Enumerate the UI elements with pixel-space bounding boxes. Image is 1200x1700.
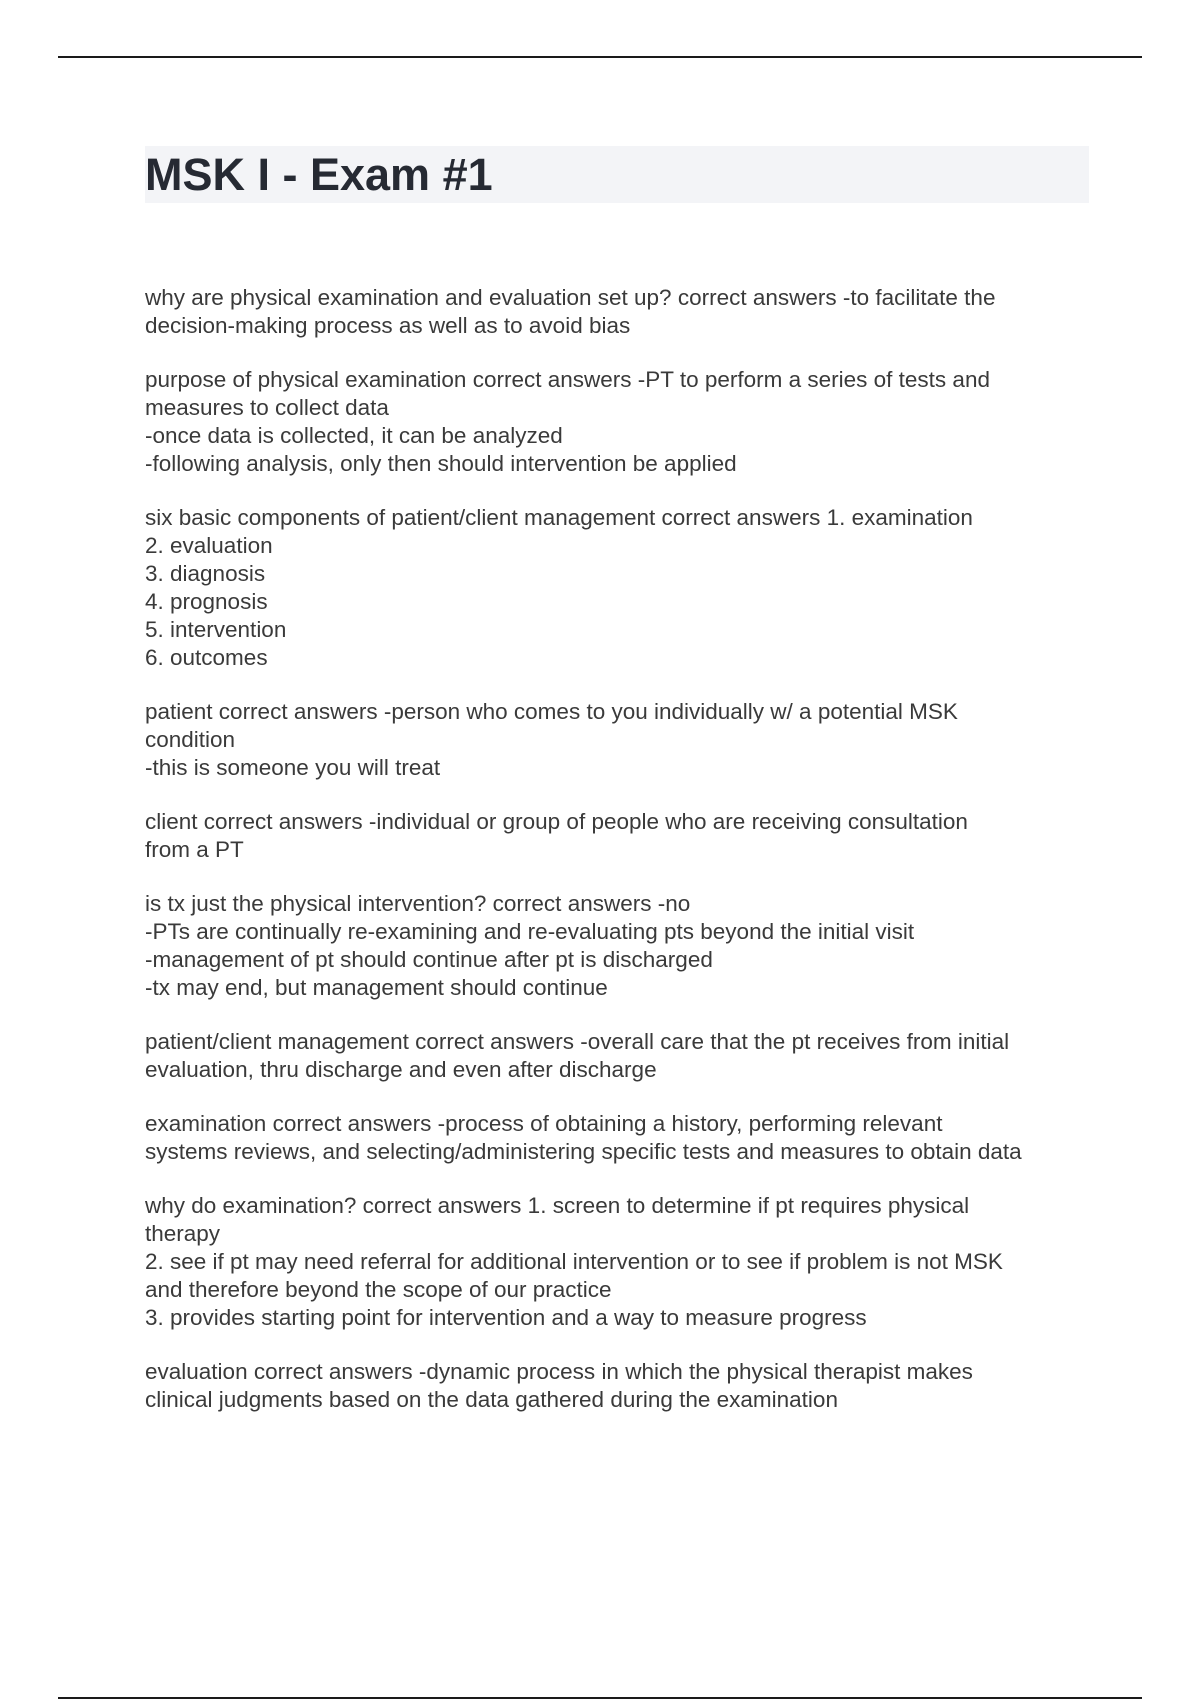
qa-line: therapy (145, 1221, 221, 1246)
qa-line: 2. see if pt may need referral for additional intervention or to see if problem is not MSK (145, 1249, 1003, 1274)
qa-line: why do examination? correct answers 1. screen to determine if pt requires physical (145, 1193, 970, 1218)
qa-line: why are physical examination and evaluation set up? correct answers -to facilitate the (145, 285, 996, 310)
qa-entry (145, 1110, 1095, 1166)
qa-line: systems reviews, and selecting/administering specific tests and measures to obtain data (145, 1139, 1022, 1164)
qa-line: 5. intervention (145, 617, 287, 642)
qa-line: evaluation correct answers -dynamic process in which the physical therapist makes (145, 1359, 973, 1384)
qa-entry (145, 284, 1095, 340)
qa-entry (145, 698, 1095, 782)
qa-line: clinical judgments based on the data gathered during the examination (145, 1387, 838, 1412)
qa-line: examination correct answers -process of obtaining a history, performing relevant (145, 1111, 943, 1136)
qa-line: -tx may end, but management should continue (145, 975, 608, 1000)
qa-entry (145, 504, 1095, 672)
qa-line: -following analysis, only then should intervention be applied (145, 451, 737, 476)
page-title: MSK I - Exam #1 (145, 149, 493, 200)
qa-line: six basic components of patient/client management correct answers 1. examination (145, 505, 973, 530)
qa-line: 6. outcomes (145, 645, 268, 670)
qa-line: patient/client management correct answers -overall care that the pt receives from initial (145, 1029, 1010, 1054)
qa-entry (145, 890, 1095, 1002)
qa-line: 2. evaluation (145, 533, 273, 558)
qa-line: measures to collect data (145, 395, 389, 420)
qa-line: patient correct answers -person who comes to you individually w/ a potential MSK (145, 699, 958, 724)
qa-line: purpose of physical examination correct answers -PT to perform a series of tests and (145, 367, 990, 392)
qa-line: from a PT (145, 837, 244, 862)
qa-line: -management of pt should continue after pt is discharged (145, 947, 713, 972)
qa-entry (145, 808, 1095, 864)
qa-line: client correct answers -individual or group of people who are receiving consultation (145, 809, 968, 834)
qa-line: -once data is collected, it can be analyzed (145, 423, 563, 448)
qa-line: is tx just the physical intervention? correct answers -no (145, 891, 691, 916)
qa-entry (145, 366, 1095, 478)
qa-line: 3. provides starting point for intervention and a way to measure progress (145, 1305, 867, 1330)
qa-line: condition (145, 727, 236, 752)
qa-entry (145, 1192, 1095, 1332)
qa-line: decision-making process as well as to avoid bias (145, 313, 631, 338)
qa-line: 3. diagnosis (145, 561, 266, 586)
qa-line: and therefore beyond the scope of our practice (145, 1277, 612, 1302)
bottom-rule (58, 1697, 1142, 1699)
qa-entry (145, 1028, 1095, 1084)
qa-line: -PTs are continually re-examining and re-evaluating pts beyond the initial visit (145, 919, 915, 944)
qa-list (145, 284, 1095, 1440)
qa-line: -this is someone you will treat (145, 755, 441, 780)
qa-line: 4. prognosis (145, 589, 268, 614)
qa-entry (145, 1358, 1095, 1414)
top-rule (58, 56, 1142, 58)
qa-line: evaluation, thru discharge and even after discharge (145, 1057, 657, 1082)
